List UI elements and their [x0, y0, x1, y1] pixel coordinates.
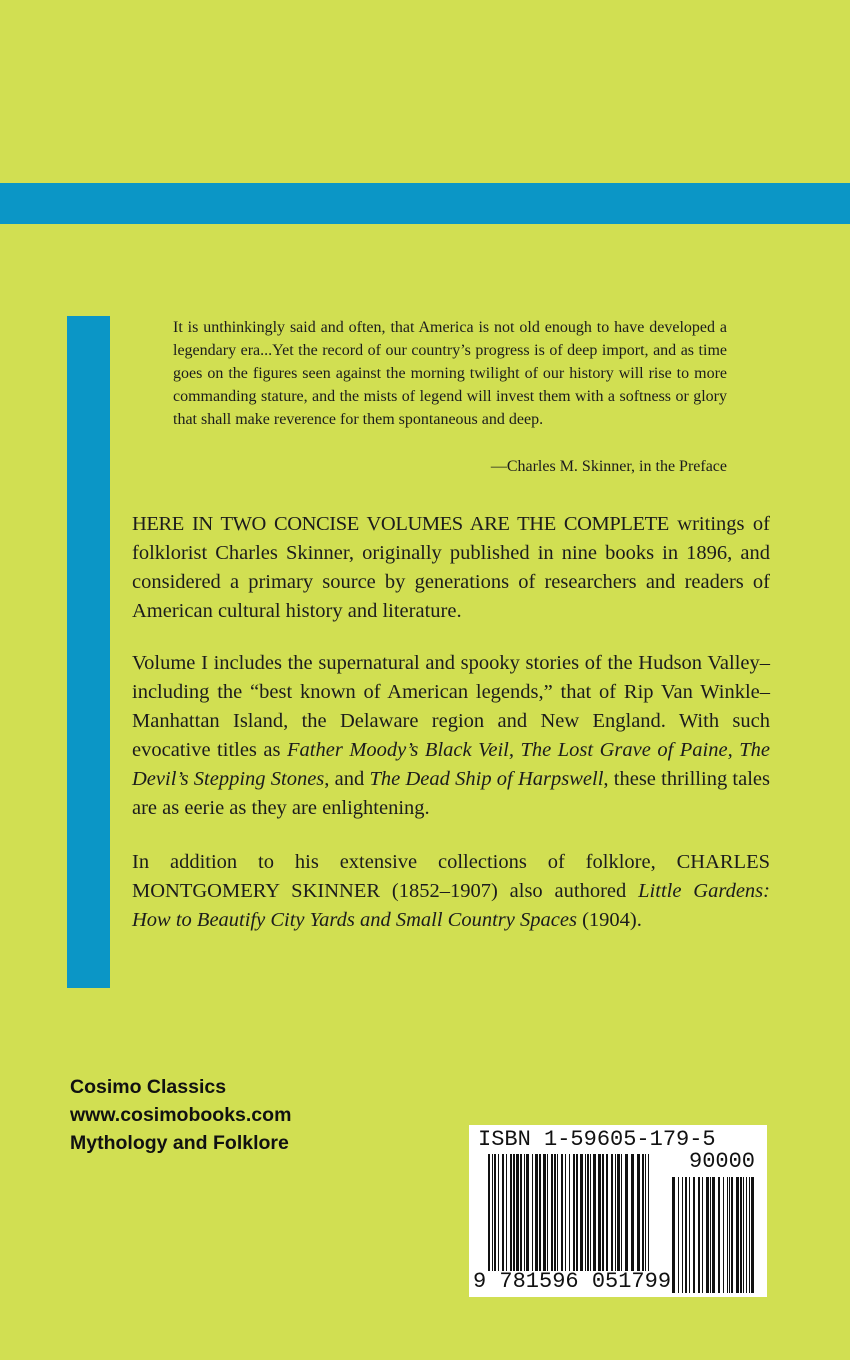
addon-bar: [736, 1177, 739, 1293]
addon-bar: [727, 1177, 728, 1293]
story-title-2: The Devil’s Stepping Stones: [132, 739, 770, 790]
barcode-bar: [576, 1154, 578, 1271]
barcode-bar: [645, 1154, 646, 1271]
barcode-bar: [506, 1154, 507, 1271]
description-p3-text-a: In addition to his extensive collections of folklore, CHARLES MONTGOMERY SKINNER (1852–1907) also authored: [132, 851, 770, 902]
addon-bar: [689, 1177, 690, 1293]
addon-bar: [740, 1177, 742, 1293]
preface-quote: It is unthinkingly said and often, that America is not old enough to have developed a legendary era...Yet the record of our country’s progress is of deep import, and as time goes on the figures seen against the morning twilight of our history will rise to more commanding stature, and the mists of legend will invest them with a softness or glory that shall make reverence for them spontaneous and deep.: [173, 319, 727, 428]
barcode-bar: [526, 1154, 529, 1271]
barcode-bar: [573, 1154, 575, 1271]
addon-bar: [751, 1177, 754, 1293]
barcode-bar: [611, 1154, 613, 1271]
addon-bar: [729, 1177, 730, 1293]
barcode-bar: [554, 1154, 556, 1271]
barcode-bar: [621, 1154, 622, 1271]
barcode-bar: [513, 1154, 515, 1271]
barcode-bar: [524, 1154, 525, 1271]
description-p3-text-b: (1904).: [576, 909, 642, 931]
barcode-bar: [631, 1154, 634, 1271]
addon-bar: [693, 1177, 695, 1293]
barcode-bar: [502, 1154, 504, 1271]
barcode-bar: [561, 1154, 563, 1271]
barcode-bar: [590, 1154, 591, 1271]
barcode-bar: [580, 1154, 583, 1271]
quote-attribution: —Charles M. Skinner, in the Preface: [490, 458, 727, 475]
barcode-bar: [547, 1154, 548, 1271]
description-paragraph-3: [132, 848, 770, 935]
story-title-3: The Dead Ship of Harpswell: [369, 768, 604, 790]
top-accent-band: [0, 183, 850, 224]
addon-bar: [672, 1177, 675, 1293]
publisher-website: www.cosimobooks.com: [70, 1104, 292, 1126]
description-paragraph-1: [132, 510, 770, 626]
barcode-bar: [492, 1154, 493, 1271]
publisher-name: Cosimo Classics: [70, 1076, 227, 1098]
left-accent-bar: [67, 316, 110, 988]
barcode-bar: [510, 1154, 512, 1271]
barcode-bar: [520, 1154, 522, 1271]
barcode-bar: [498, 1154, 499, 1271]
barcode-bar: [565, 1154, 566, 1271]
barcode-bar: [532, 1154, 533, 1271]
addon-bar: [749, 1177, 750, 1293]
barcode-bar: [625, 1154, 628, 1271]
barcode-bar: [557, 1154, 558, 1271]
isbn-number: ISBN 1-59605-179-5: [478, 1127, 716, 1152]
barcode-bar: [637, 1154, 640, 1271]
addon-bar: [712, 1177, 715, 1293]
addon-bar: [710, 1177, 711, 1293]
addon-bar: [702, 1177, 703, 1293]
description-lead-caps: HERE IN TWO CONCISE VOLUMES ARE THE COMPLETE: [132, 513, 669, 535]
description-p2-text-c: , and: [324, 768, 370, 790]
addon-bar: [685, 1177, 687, 1293]
barcode-bar: [543, 1154, 546, 1271]
story-title-1: Father Moody’s Black Veil, The Lost Grave of Paine,: [287, 739, 733, 761]
barcode-bar: [585, 1154, 586, 1271]
price-code: 90000: [689, 1149, 756, 1174]
publisher-info: [70, 1073, 291, 1157]
barcode-bar: [615, 1154, 616, 1271]
ean-digits: 9 781596 051799: [473, 1269, 672, 1294]
barcode-bar: [551, 1154, 553, 1271]
barcode-box: [469, 1125, 767, 1297]
addon-bar: [746, 1177, 747, 1293]
addon-bar: [718, 1177, 720, 1293]
addon-bar: [678, 1177, 679, 1293]
barcode-bar: [606, 1154, 608, 1271]
barcode-bar: [539, 1154, 541, 1271]
barcode-bar: [648, 1154, 649, 1271]
barcode-bar: [598, 1154, 601, 1271]
description-p2-text-d: , these thrilling tales are as eerie as they are enlightening.: [132, 768, 770, 819]
description-p1-text: writings of folklorist Charles Skinner, originally published in nine books in 1896, and considered a primary source by generations of researchers and readers of American cultural history and literature.: [132, 513, 770, 622]
description-p2-text-a: Volume I includes the supernatural and spooky stories of the Hudson Valley–including the “best known of American legends,” that of Rip Van Winkle–Manhattan Island, the Delaware region and New England. With such evocative titles as: [132, 652, 770, 761]
book-category: Mythology and Folklore: [70, 1132, 289, 1154]
addon-bar: [743, 1177, 744, 1293]
addon-bar: [706, 1177, 709, 1293]
barcode-bar: [617, 1154, 620, 1271]
barcode-bar: [642, 1154, 644, 1271]
barcode-bar: [494, 1154, 496, 1271]
barcode-bar: [516, 1154, 519, 1271]
barcode-bar: [569, 1154, 570, 1271]
barcode-bar: [535, 1154, 538, 1271]
description-paragraph-2: [132, 649, 770, 823]
barcode-bar: [593, 1154, 596, 1271]
barcode-bar: [587, 1154, 589, 1271]
barcode-bar: [488, 1154, 490, 1271]
barcode-bar: [602, 1154, 604, 1271]
addon-bar: [682, 1177, 683, 1293]
addon-bar: [731, 1177, 733, 1293]
addon-bar: [723, 1177, 724, 1293]
addon-bar: [698, 1177, 700, 1293]
book-title-little-gardens: Little Gardens: How to Beautify City Yards and Small Country Spaces: [132, 880, 770, 931]
